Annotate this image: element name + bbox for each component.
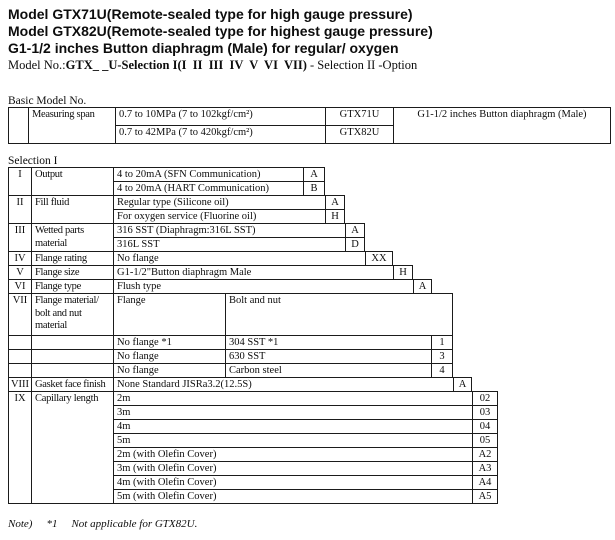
- sel-II-option-1: For oxygen service (Fluorine oil): [113, 209, 325, 223]
- empty-cell: [8, 107, 28, 144]
- sel-I-numeral: I: [8, 167, 31, 195]
- sel-VIII-numeral: VIII: [8, 377, 31, 391]
- sel-IX-option-1: 3m: [113, 405, 472, 419]
- sel-V-option-0: G1-1/2"Button diaphragm Male: [113, 265, 393, 279]
- sel-VIII-code-0: A: [453, 377, 472, 391]
- sel-III-label: Wetted parts material: [31, 223, 113, 251]
- footnote: [8, 518, 211, 530]
- sel-VII-flange-1: No flange: [113, 349, 225, 363]
- basic-model-title: Basic Model No.: [8, 95, 87, 107]
- sel-III-code-0: A: [345, 223, 365, 237]
- sel-VII-bolt-0: 304 SST *1: [225, 335, 431, 349]
- footnote-ref: *1: [46, 518, 58, 530]
- selection1-title: Selection I: [8, 155, 58, 167]
- sel-VII-col1-header: Flange: [113, 293, 225, 335]
- empty-cell: [8, 363, 31, 377]
- sel-IX-code-7: A5: [472, 489, 498, 504]
- sel-VII-code-0: 1: [431, 335, 453, 349]
- sel-VII-code-1: 3: [431, 349, 453, 363]
- footnote-text: Not applicable for GTX82U.: [71, 518, 198, 530]
- sel-IX-numeral: IX: [8, 391, 31, 504]
- selection1-table: [8, 167, 499, 505]
- empty-cell: [31, 335, 113, 349]
- sel-I-code-0: A: [303, 167, 325, 181]
- span-value-row1: 0.7 to 10MPa (7 to 102kgf/cm²): [115, 107, 325, 125]
- sel-II-code-1: H: [325, 209, 345, 223]
- sel-VII-flange-0: No flange *1: [113, 335, 225, 349]
- sel-III-option-1: 316L SST: [113, 237, 345, 251]
- sel-IX-option-3: 5m: [113, 433, 472, 447]
- sel-VII-bolt-1: 630 SST: [225, 349, 431, 363]
- empty-cell: [31, 363, 113, 377]
- sel-VI-label: Flange type: [31, 279, 113, 293]
- sel-III-option-0: 316 SST (Diaphragm:316L SST): [113, 223, 345, 237]
- title-line-2: Model GTX82U(Remote-sealed type for highest gauge pressure): [8, 23, 433, 39]
- sel-I-code-1: B: [303, 181, 325, 195]
- title-line-1: Model GTX71U(Remote-sealed type for high gauge pressure): [8, 6, 413, 22]
- sel-IX-code-6: A4: [472, 475, 498, 489]
- model-number-line: [8, 58, 417, 73]
- sel-IV-label: Flange rating: [31, 251, 113, 265]
- sel-IX-option-0: 2m: [113, 391, 472, 405]
- sel-VII-label: Flange material/ bolt and nut material: [31, 293, 113, 335]
- sel-I-option-1: 4 to 20mA (HART Communication): [113, 181, 303, 195]
- sel-VII-code-2: 4: [431, 363, 453, 377]
- sel-V-code-0: H: [393, 265, 413, 279]
- model-code-gtx71u: GTX71U: [325, 107, 393, 125]
- sel-VIII-label: Gasket face finish: [31, 377, 113, 391]
- sel-II-label: Fill fluid: [31, 195, 113, 223]
- sel-I-label: Output: [31, 167, 113, 195]
- sel-IX-option-2: 4m: [113, 419, 472, 433]
- empty-cell: [8, 335, 31, 349]
- sel-IX-code-2: 04: [472, 419, 498, 433]
- sel-III-numeral: III: [8, 223, 31, 251]
- sel-VII-col2-header: Bolt and nut: [225, 293, 453, 335]
- sel-IX-code-5: A3: [472, 461, 498, 475]
- sel-IX-code-4: A2: [472, 447, 498, 461]
- model-code-gtx82u: GTX82U: [325, 125, 393, 144]
- sel-IX-code-0: 02: [472, 391, 498, 405]
- sel-IV-option-0: No flange: [113, 251, 365, 265]
- sel-VIII-option-0: None Standard JISRa3.2(12.5S): [113, 377, 453, 391]
- sel-IX-option-5: 3m (with Olefin Cover): [113, 461, 472, 475]
- empty-cell: [8, 349, 31, 363]
- sel-IX-label: Capillary length: [31, 391, 113, 504]
- model-no-suffix: - Selection II -Option: [306, 58, 418, 72]
- sel-V-numeral: V: [8, 265, 31, 279]
- sel-II-code-0: A: [325, 195, 345, 209]
- sel-VI-option-0: Flush type: [113, 279, 413, 293]
- sel-IX-option-6: 4m (with Olefin Cover): [113, 475, 472, 489]
- diaphragm-description: G1-1/2 inches Button diaphragm (Male): [393, 107, 611, 144]
- sel-VI-code-0: A: [413, 279, 432, 293]
- sel-IX-option-4: 2m (with Olefin Cover): [113, 447, 472, 461]
- sel-III-code-1: D: [345, 237, 365, 251]
- measuring-span-label: Measuring span: [28, 107, 115, 144]
- sel-II-option-0: Regular type (Silicone oil): [113, 195, 325, 209]
- sel-V-label: Flange size: [31, 265, 113, 279]
- sel-VII-numeral: VII: [8, 293, 31, 335]
- title-line-3: G1-1/2 inches Button diaphragm (Male) for regular/ oxygen: [8, 40, 399, 56]
- sel-VI-numeral: VI: [8, 279, 31, 293]
- sel-VII-flange-2: No flange: [113, 363, 225, 377]
- footnote-prefix: Note): [8, 518, 33, 530]
- sel-IV-code-0: XX: [365, 251, 393, 265]
- sel-I-option-0: 4 to 20mA (SFN Communication): [113, 167, 303, 181]
- sel-IX-code-1: 03: [472, 405, 498, 419]
- sel-IX-option-7: 5m (with Olefin Cover): [113, 489, 472, 504]
- sel-II-numeral: II: [8, 195, 31, 223]
- basic-model-table: [8, 107, 611, 145]
- span-value-row2: 0.7 to 42MPa (7 to 420kgf/cm²): [115, 125, 325, 144]
- model-no-code: GTX_ _U-Selection I(I II III IV V VI VII): [65, 58, 307, 72]
- sel-VII-bolt-2: Carbon steel: [225, 363, 431, 377]
- empty-cell: [31, 349, 113, 363]
- model-no-prefix: Model No.:: [8, 58, 66, 72]
- sel-IX-code-3: 05: [472, 433, 498, 447]
- sel-IV-numeral: IV: [8, 251, 31, 265]
